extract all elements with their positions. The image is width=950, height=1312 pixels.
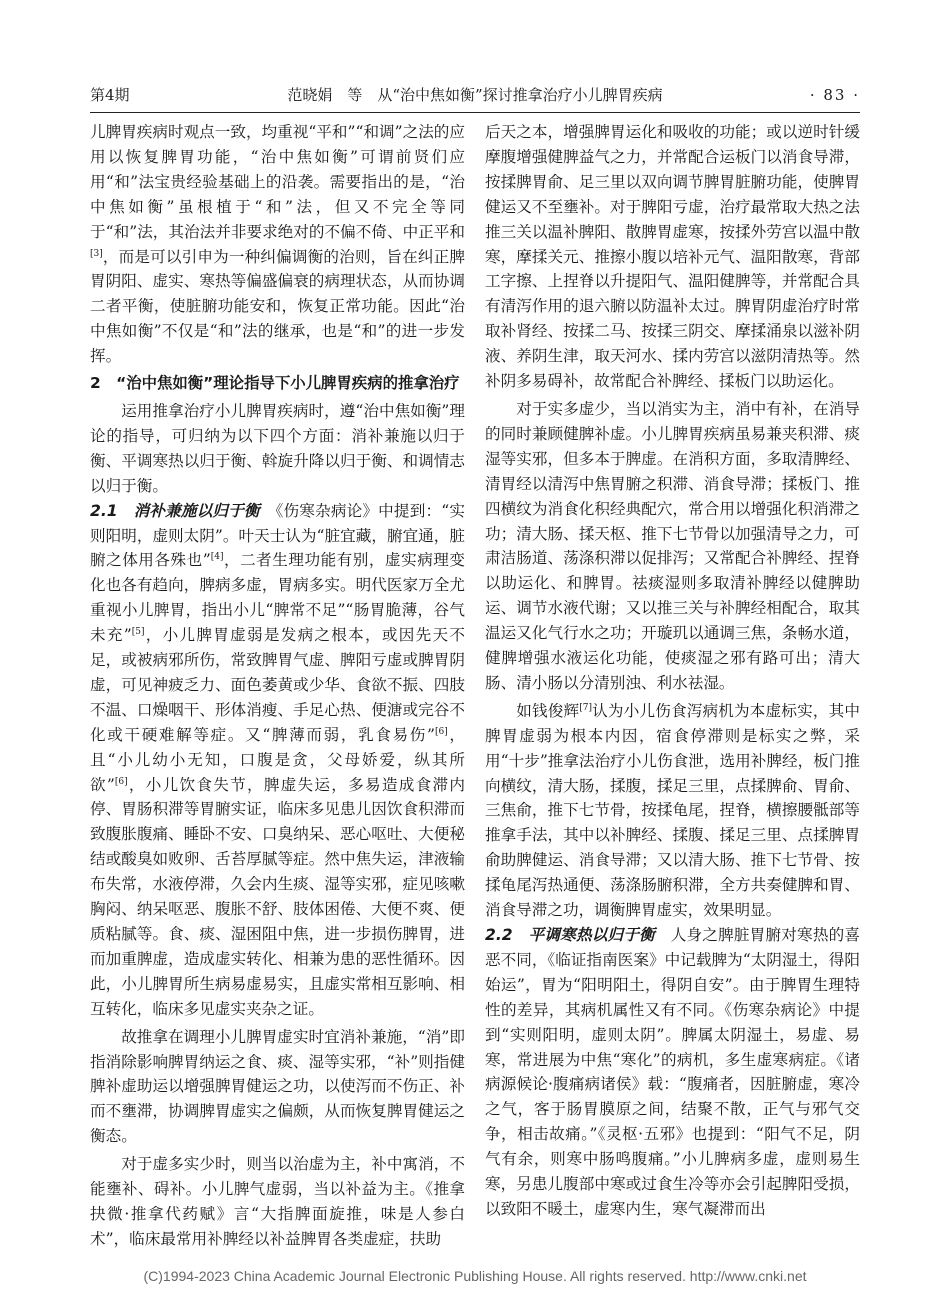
paragraph: 对于虚多实少时，则当以治虚为主，补中寓消，不能壅补、碍补。小儿脾气虚弱，当以补益为主。《推拿抉微·推拿代药赋》言“大指脾面旋推，味是人参白术”，临床最常用补脾经以补益脾胃各类虚症，扶助: [90, 1155, 465, 1248]
running-title: 范晓娟 等 从“治中焦如衡”探讨推拿治疗小儿脾胃疾病: [287, 86, 663, 104]
section-2-1-heading: 2.1 消补兼施以归于衡: [90, 501, 260, 520]
header-rule: [90, 112, 860, 113]
citation[interactable]: [5]: [131, 626, 145, 637]
citation[interactable]: [7]: [579, 702, 592, 713]
paragraph: 如钱俊辉[7]认为小儿伤食泻病机为本虚标实，其中脾胃虚弱为根本内因，宿食停滞则是标实之弊，采用“十步”推拿法治疗小儿伤食泄，选用补脾经，板门推向横纹，清大肠，揉腹，揉足三里，点揉脾俞、胃俞、三焦俞，推下七节骨，按揉龟尾，捏脊，横擦腰骶部等推拿手法，其中以补脾经、揉腹、揉足三里、点揉脾胃俞助脾健运、消食导滞；又以清大肠、推下七节骨、按揉龟尾泻热通便、荡涤肠腑积滞，全方共奏健脾和胃、消食导滞之功，调衡脾胃虚实，效果明显。: [485, 701, 860, 920]
citation[interactable]: [6]: [435, 726, 448, 737]
citation[interactable]: [4]: [210, 552, 224, 563]
paragraph: 2.2 平调寒热以归于衡 人身之脾脏胃腑对寒热的喜恶不同，《临证指南医案》中记载脾为“太阴湿土，得阳始运”，胃为“阳明阳土，得阴自安”。由于脾胃生理特性的差异，其病机属性又有不同。《伤寒杂病论》中提到“实则阳明，虚则太阴”。脾属太阴湿土，易虚、易寒，常进展为中焦“寒化”的病机，多生虚寒病症。《诸病源候论·腹痛病诸侯》载：“腹痛者，因脏腑虚，寒冷之气，客于肠胃膜原之间，结聚不散，正气与邪气交争，相击故痛。”《灵枢·五邪》也提到：“阳气不足，阴气有余，则寒中肠鸣腹痛。”小儿脾病多虚，虚则易生寒，另患儿腹部中寒或过食生冷等亦会引起脾阳受损，以致阳不暖土，虚寒内生，寒气凝滞而出: [485, 926, 860, 1218]
paragraph: 后天之本，增强脾胃运化和吸收的功能；或以逆时针缓摩腹增强健脾益气之力，并常配合运板门以消食导滞，按揉脾胃俞、足三里以双向调节脾胃脏腑功能，使脾胃健运又不至壅补。对于脾阳亏虚，治疗最常取大热之法推三关以温补脾阳、散脾胃虚寒，按揉外劳宫以温中散寒，摩揉关元、推擦小腹以培补元气、温阳散寒，背部工字擦、上捏脊以升提阳气、温阳健脾等，并常配合具有清泻作用的退六腑以防温补太过。脾胃阴虚治疗时常取补肾经、按揉二马、按揉三阴交、摩揉涌泉以滋补阴液、养阴生津，取天河水、揉内劳宫以滋阴清热等。然补阴多易碍补，故常配合补脾经、揉板门以助运化。: [485, 123, 860, 391]
paragraph: 故推拿在调理小儿脾胃虚实时宜消补兼施，“消”即指消除影响脾胃纳运之食、痰、湿等实邪，“补”则指健脾补虚助运以增强脾胃健运之功，以使泻而不伤正、补而不壅滞，协调脾胃虚实之偏颇，从而恢复脾胃健运之衡态。: [90, 1027, 465, 1146]
running-header: [90, 82, 860, 108]
citation[interactable]: [3]: [90, 248, 103, 259]
paragraph: 对于实多虚少，当以消实为主，消中有补，在消导的同时兼顾健脾补虚。小儿脾胃疾病虽易兼夹积滞、痰湿等实邪，但多本于脾虚。在消积方面，多取清脾经、清胃经以清泻中焦胃腑之积滞、消食导滞；揉板门、推四横纹为消食化积经典配穴，常合用以增强化积消滞之功；清大肠、揉天枢、推下七节骨以加强清导之力，可肃洁肠道、荡涤积滞以促排泻；又常配合补脾经、捏脊以助运化、和脾胃。祛痰湿则多取清补脾经以健脾助运、调节水液代谢；又以推三关与补脾经相配合，取其温运又化气行水之功；开璇玑以通调三焦，条畅水道，健脾增强水液运化功能，使痰湿之邪有路可出；清大肠、清小肠以分清别浊、利水祛湿。: [485, 399, 860, 692]
page-number: · 83 ·: [809, 86, 860, 104]
paragraph: 儿脾胃疾病时观点一致，均重视“平和”“和调”之法的应用以恢复脾胃功能，“治中焦如衡”可谓前贤们应用“和”法宝贵经验基础上的沿袭。需要指出的是，“治中焦如衡”虽根植于“和”法，但又不完全等同于“和”法，其治法并非要求绝对的不偏不倚、中正平和[3]，而是可以引申为一种纠偏调衡的治则，旨在纠正脾胃阴阳、虚实、寒热等偏盛偏衰的病理状态，从而协调二者平衡，使脏腑功能安和，恢复正常功能。因此“治中焦如衡”不仅是“和”法的继承，也是“和”的进一步发挥。: [90, 123, 465, 366]
paragraph: 2.1 消补兼施以归于衡 《伤寒杂病论》中提到：“实则阳明，虚则太阴”。叶天士认为“脏宜藏，腑宜通，脏腑之体用各殊也”[4]，二者生理功能有别，虚实病理变化也各有趋向，脾病多虚，胃病多实。明代医家万全尤重视小儿脾胃，指出小儿“脾常不足”“肠胃脆薄，谷气未充”[5]，小儿脾胃虚弱是发病之根本，或因先天不足，或被病邪所伤，常致脾胃气虚、脾阳亏虚或脾胃阴虚，可见神疲乏力、面色萎黄或少华、食欲不振、四肢不温、口燥咽干、形体消瘦、手足心热、便溏或完谷不化或干硬难解等症。又“脾薄而弱，乳食易伤”[6]，且“小儿幼小无知，口腹是贪，父母娇爱，纵其所欲”[6]，小儿饮食失节，脾虚失运，多易造成食滞内停、胃肠积滞等胃腑实证，临床多见患儿因饮食积滞而致腹胀腹痛、睡卧不安、口臭纳呆、恶心呕吐、大便秘结或酸臭如败卵、舌苔厚腻等症。然中焦失运，津液输布失常，水液停滞，久会内生痰、湿等实邪，症见咳嗽胸闷、纳呆呕恶、腹胀不舒、肢体困倦、大便不爽、便质粘腻等。食、痰、湿困阻中焦，进一步损伤脾胃，进而加重脾虚，造成虚实转化、相兼为患的恶性循环。因此，小儿脾胃所生病易虚易实，且虚实常相互影响、相互转化，临床多见虚实夹杂之证。: [90, 501, 465, 1018]
issue-number: 第4期: [90, 86, 130, 104]
copyright-footer: (C)1994-2023 China Academic Journal Electronic Publishing House. All rights reserved. http://www.cnki.net: [143, 1268, 807, 1284]
left-column: [90, 120, 465, 1252]
right-column: [485, 120, 860, 1222]
section-2-heading: 2 “治中焦如衡”理论指导下小儿脾胃疾病的推拿治疗: [90, 374, 460, 393]
paragraph: 运用推拿治疗小儿脾胃疾病时，遵“治中焦如衡”理论的指导，可归纳为以下四个方面：消补兼施以归于衡、平调寒热以归于衡、斡旋升降以归于衡、和调情志以归于衡。: [90, 401, 465, 495]
section-2-2-heading: 2.2 平调寒热以归于衡: [485, 926, 655, 944]
citation[interactable]: [6]: [114, 776, 128, 787]
